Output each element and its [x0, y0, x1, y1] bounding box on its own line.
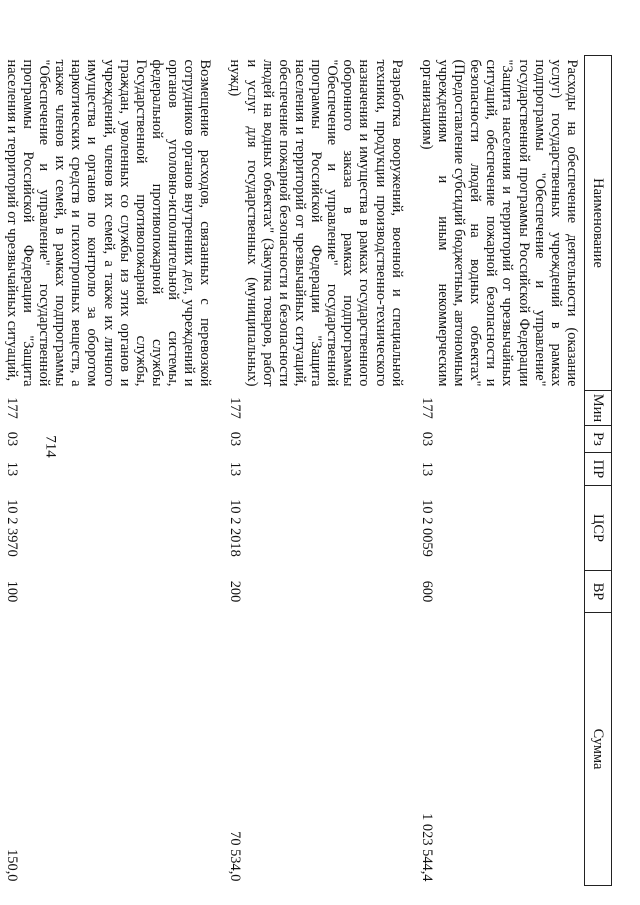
row-pr: 13 [3, 461, 20, 477]
page-number: 714 [42, 435, 59, 458]
row-min: 177 [227, 397, 244, 419]
row-pr: 13 [227, 461, 244, 477]
row-csr: 10 2 3970 [3, 499, 20, 557]
row-sum: 150,0 [3, 849, 20, 882]
row-sum: 1 023 544,4 [418, 813, 435, 882]
table-row [409, 56, 585, 886]
table-row [217, 56, 408, 886]
header-min: Мин [585, 391, 612, 426]
row-csr: 10 2 2018 [227, 499, 244, 557]
row-rz: 03 [3, 431, 20, 447]
header-sum: Сумма [585, 613, 612, 886]
table-header [585, 56, 612, 886]
row-min: 177 [418, 397, 435, 419]
budget-table [0, 55, 612, 886]
table-row [0, 56, 217, 886]
row-sum: 70 534,0 [227, 831, 244, 882]
row-name: Расходы на обеспечение деятельности (оказание услуг) государственных учреждений в рамках подпрограммы "Обеспечение и управление" государственной программы Российской Федерации "Защита населения и территорий от чрезвычайных ситуаций, обеспечение пожарной безопасности и безопасности людей на водных объектах" (Предоставление субсидий бюджетным, автономным учреждениям и иным некоммерческим организациям) [418, 59, 580, 387]
header-vr: ВР [585, 571, 612, 613]
header-pr: ПР [585, 453, 612, 486]
row-rz: 03 [227, 431, 244, 447]
row-csr: 10 2 0059 [418, 499, 435, 557]
row-name: Возмещение расходов, связанных с перевозкой сотрудников органов внутренних дел, учреждений и органов уголовно-исполнительной системы, федеральной противопожарной службы Государственной противопожарной службы, граждан, уволенных со службы из этих органов и учреждений, членов их семей, а также их личного имущества и органов по контролю за оборотом наркотических средств и психотропных веществ, а также членов их семей, в рамках подпрограммы "Обеспечение и управление" государственной программы Российской Федерации "Защита населения и территорий от чрезвычайных ситуаций, [3, 59, 214, 387]
row-min: 177 [3, 397, 20, 419]
row-pr: 13 [418, 461, 435, 477]
row-vr: 600 [418, 580, 435, 603]
header-rz: Рз [585, 426, 612, 453]
row-name: Разработка вооружений, военной и специальной техники, продукции производственно-технического назначения и имущества в рамках государственного оборонного заказа в рамках подпрограммы "Обеспечение и управление" государственной программы Российской Федерации "Защита населения и территорий от чрезвычайных ситуаций, обеспечение пожарной безопасности и безопасности людей на водных объектах" (Закупка товаров, работ и услуг для государственных (муниципальных) нужд) [227, 59, 405, 387]
row-vr: 100 [3, 580, 20, 603]
header-name: Наименование [585, 56, 612, 391]
row-vr: 200 [227, 580, 244, 603]
row-rz: 03 [418, 431, 435, 447]
header-csr: ЦСР [585, 486, 612, 571]
